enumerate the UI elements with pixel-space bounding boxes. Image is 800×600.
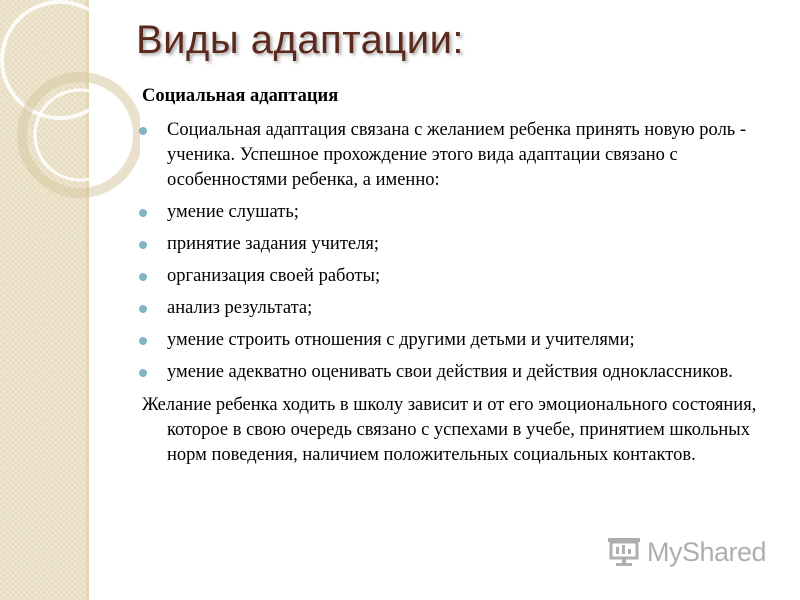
watermark-text: MyShared	[647, 536, 767, 567]
bullet-text: принятие задания учителя;	[167, 234, 379, 254]
closing-paragraph: Желание ребенка ходить в школу зависит и от его эмоционального состояния, которое в свою очередь связано с успехами в учебе, принятием школьных норм поведения, наличием положительных социальных контактов.	[142, 395, 757, 465]
bullet-dot-icon	[139, 209, 147, 217]
bullet-item	[142, 296, 787, 321]
bullet-text: анализ результата;	[167, 298, 313, 318]
bullet-text: Социальная адаптация связана с желанием ребенка принять новую роль - ученика. Успешное прохождение этого вида адаптации связано с особенностями ребенка, а именно:	[167, 120, 747, 190]
section-subheading: Социальная адаптация	[142, 86, 339, 106]
decorative-arc-large	[2, 2, 118, 118]
decorative-ring-outer	[22, 77, 138, 193]
slide-title: Виды адаптации:	[136, 18, 465, 62]
bullet-dot-icon	[139, 241, 147, 249]
bullet-text: организация своей работы;	[167, 266, 381, 286]
bullet-item	[142, 232, 787, 257]
bullet-dot-icon	[139, 127, 147, 135]
bullet-dot-icon	[139, 273, 147, 281]
myshared-watermark	[605, 534, 766, 570]
bullet-item	[142, 118, 787, 193]
presentation-board-icon	[605, 535, 643, 569]
bullet-text: умение слушать;	[167, 202, 299, 222]
bullet-dot-icon	[139, 305, 147, 313]
slide-content	[142, 84, 787, 468]
bullet-text: умение адекватно оценивать свои действия и действия одноклассников.	[167, 362, 733, 382]
decorative-ring-inner	[35, 90, 125, 180]
bullet-text: умение строить отношения с другими детьми и учителями;	[167, 330, 635, 350]
bullet-item	[142, 200, 787, 225]
decorative-circles	[0, 0, 140, 260]
bullet-list	[142, 118, 787, 385]
bullet-item	[142, 360, 787, 385]
bullet-item	[142, 264, 787, 289]
bullet-item	[142, 328, 787, 353]
bullet-dot-icon	[139, 369, 147, 377]
bullet-dot-icon	[139, 337, 147, 345]
